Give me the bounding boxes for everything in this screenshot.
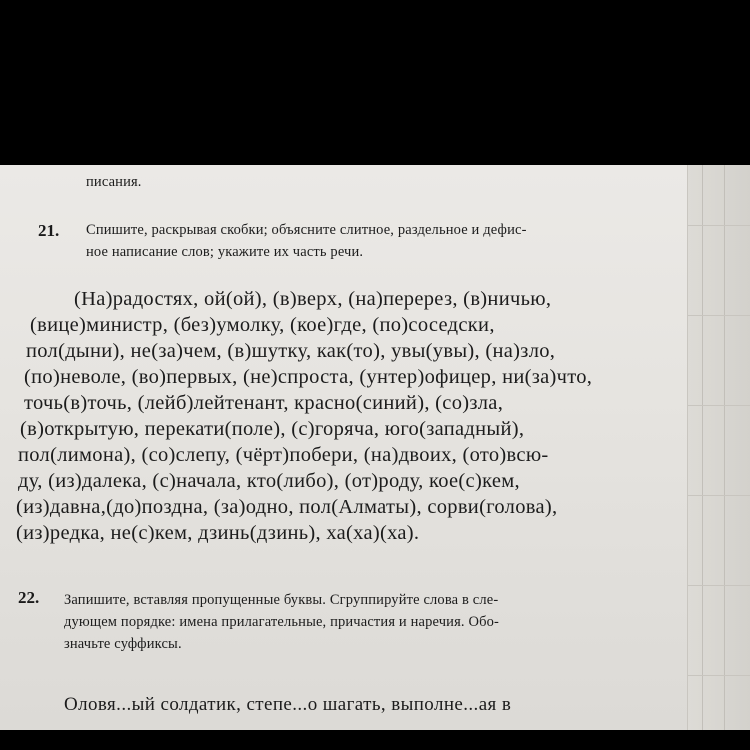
grid-line [688,315,750,316]
exercise-21-instruction-2: ное написание слов; укажите их часть речи. [86,244,364,260]
exercise-22-instruction-1: Запишите, вставляя пропущенные буквы. Сгруппируйте слова в сле- [64,592,499,608]
grid-line [688,675,750,676]
grid-line [688,585,750,586]
exercise-21-line: (в)открытую, перекати(поле), (с)горяча, юго(западный), [20,418,525,440]
exercise-21-line: ду, (из)далека, (с)начала, кто(либо), (от)роду, кое(с)кем, [18,470,520,492]
photo-border [0,730,750,750]
exercise-21-line: (вице)министр, (без)умолку, (кое)где, (по)соседски, [30,314,495,336]
exercise-22-instruction-2: дующем порядке: имена прилагательные, причастия и наречия. Обо- [64,614,499,630]
grid-line [688,405,750,406]
exercise-21-line: (по)неволе, (во)первых, (не)спроста, (унтер)офицер, ни(за)что, [24,366,593,388]
exercise-22-instruction-3: значьте суффиксы. [64,636,182,652]
exercise-21-line: пол(дыни), не(за)чем, (в)шутку, как(то), увы(увы), (на)зло, [26,340,556,362]
exercise-21-line: пол(лимона), (со)слепу, (чёрт)побери, (на)двоих, (ото)всю- [18,444,549,466]
exercise-21-line: (из)давна,(до)поздна, (за)одно, пол(Алматы), сорви(голова), [16,496,558,518]
exercise-21-instruction-1: Спишите, раскрывая скобки; объясните слитное, раздельное и дефис- [86,222,527,238]
grid-line [702,165,703,730]
exercise-21-line: (На)радостях, ой(ой), (в)верх, (на)перерез, (в)ничью, [74,288,552,310]
exercise-21-number: 21. [38,221,60,240]
grid-line [688,495,750,496]
exercise-22-number: 22. [18,588,40,607]
exercise-21-line: (из)редка, не(с)кем, дзинь(дзинь), ха(ха)(ха). [16,522,420,544]
grid-line [688,225,750,226]
exercise-22-first-line: Оловя...ый солдатик, степе...о шагать, выполне...ая в [64,694,512,715]
grid-line [724,165,725,730]
header-text: писания. [86,174,142,190]
exercise-21-line: точь(в)точь, (лейб)лейтенант, красно(синий), (со)зла, [24,392,504,414]
page-edge [687,165,750,730]
